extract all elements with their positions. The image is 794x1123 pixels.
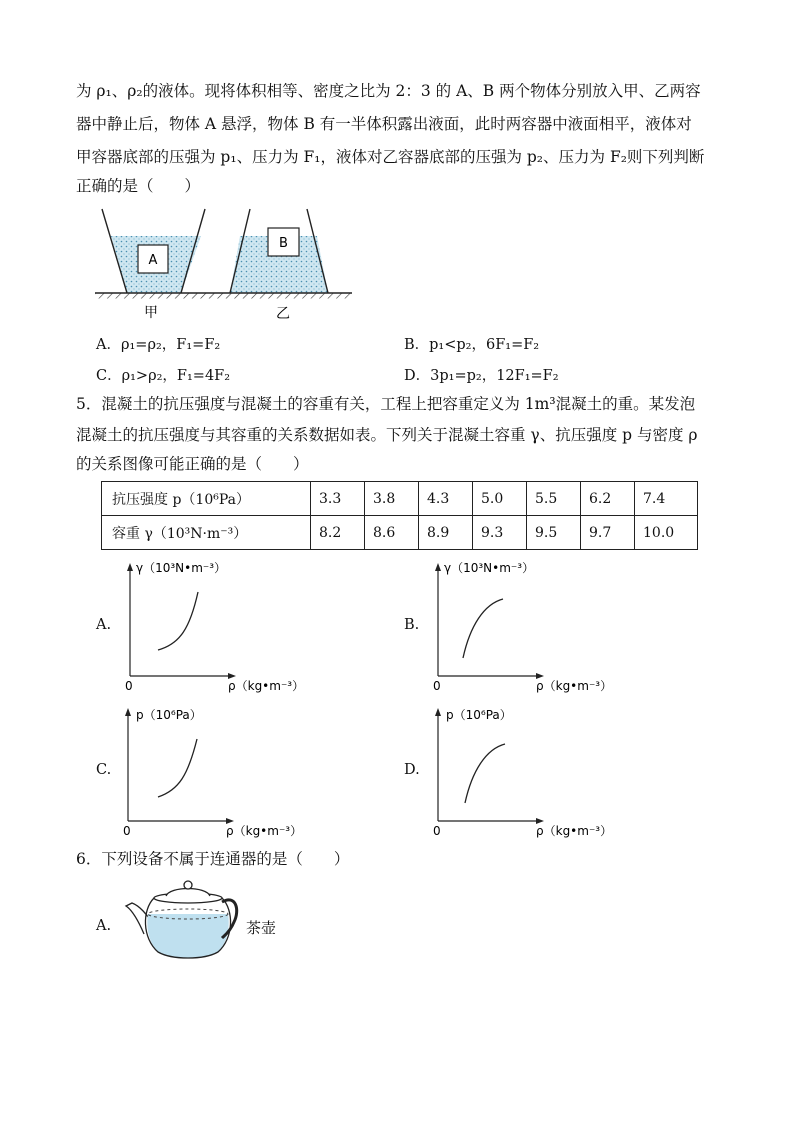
block-a-label: A [148,253,158,268]
q5-text-line-3: 的关系图像可能正确的是（ ） [76,455,309,473]
q4-option-b[interactable]: B．p₁<p₂，6F₁=F₂ [404,337,540,353]
q4-text-line-4: 正确的是（ ） [76,177,201,195]
q6-option-a[interactable]: A. [96,918,112,934]
graph-b-xlabel: ρ（kg•m⁻³） [536,679,613,693]
q5-option-c[interactable]: C. [96,762,112,778]
table-cell: 8.6 [365,516,419,550]
table-header-strength: 抗压强度 p（10⁶Pa） [102,482,311,516]
teapot-icon[interactable] [124,876,244,962]
q6-question: 6．下列设备不属于连通器的是（ ） [76,850,350,868]
containers-figure [90,205,360,323]
graph-b[interactable] [426,558,636,698]
label-yi: 乙 [276,306,290,322]
q5-option-a[interactable]: A. [96,617,112,633]
table-row [102,482,698,516]
table-cell: 7.4 [635,482,698,516]
graph-b-origin: 0 [433,679,441,693]
table-cell: 5.0 [473,482,527,516]
graph-a-ylabel: γ（10³N•m⁻³） [136,561,227,575]
q5-option-d[interactable]: D. [404,762,420,778]
table-cell: 9.5 [527,516,581,550]
teapot-knob [184,881,192,889]
graph-d-origin: 0 [433,824,441,838]
table-row [102,516,698,550]
q4-text-line-3: 甲容器底部的压强为 p₁、压力为 F₁，液体对乙容器底部的压强为 p₂、压力为 F₂则下列判断 [76,148,705,166]
graph-b-ylabel: γ（10³N•m⁻³） [444,561,535,575]
ground-hatch [95,294,352,299]
graph-a-xlabel: ρ（kg•m⁻³） [228,679,305,693]
graph-d-ylabel: p（10⁶Pa） [446,708,512,722]
q4-option-c[interactable]: C．ρ₁>ρ₂，F₁=4F₂ [96,368,231,384]
q5-option-b[interactable]: B. [404,617,420,633]
q4-text-line-1: 为 ρ₁、ρ₂的液体。现将体积相等、密度之比为 2：3 的 A、B 两个物体分别放入甲、乙两容 [76,82,701,100]
graph-a-y-arrow [127,563,133,571]
table-header-unit-weight: 容重 γ（10³N·m⁻³） [102,516,311,550]
graph-d[interactable] [426,703,636,843]
graph-a-curve [158,592,198,650]
table-cell: 8.2 [311,516,365,550]
graph-d-y-arrow [435,708,441,716]
table-cell: 5.5 [527,482,581,516]
graph-b-curve [463,599,503,658]
graph-c-origin: 0 [123,824,131,838]
graph-d-xlabel: ρ（kg•m⁻³） [536,824,613,838]
graph-a-origin: 0 [125,679,133,693]
q5-text-line-2: 混凝土的抗压强度与其容重的关系数据如表。下列关于混凝土容重 γ、抗压强度 p 与密度 ρ [76,426,698,444]
table-cell: 4.3 [419,482,473,516]
table-cell: 9.3 [473,516,527,550]
q5-text-line-1: 5．混凝土的抗压强度与混凝土的容重有关，工程上把容重定义为 1m³混凝土的重。某发泡 [76,395,696,413]
graph-d-curve [465,744,505,803]
table-cell: 8.9 [419,516,473,550]
table-cell: 9.7 [581,516,635,550]
table-cell: 3.8 [365,482,419,516]
graph-c-y-arrow [125,708,131,716]
graph-c-curve [158,739,197,797]
graph-b-y-arrow [435,563,441,571]
q4-option-d[interactable]: D．3p₁=p₂，12F₁=F₂ [404,368,559,384]
graph-c[interactable] [116,703,326,843]
graph-c-xlabel: ρ（kg•m⁻³） [226,824,303,838]
block-b-label: B [279,236,288,251]
table-cell: 3.3 [311,482,365,516]
teapot-water [147,914,228,958]
label-jia: 甲 [144,305,158,321]
table-cell: 10.0 [635,516,698,550]
graph-c-ylabel: p（10⁶Pa） [136,708,202,722]
table-cell: 6.2 [581,482,635,516]
graph-a[interactable] [118,558,328,698]
teapot-label: 茶壶 [246,919,277,937]
q4-option-a[interactable]: A．ρ₁=ρ₂，F₁=F₂ [96,337,221,353]
q4-text-line-2: 器中静止后，物体 A 悬浮，物体 B 有一半体积露出液面，此时两容器中液面相平，液体对 [76,115,692,133]
data-table [101,481,698,550]
